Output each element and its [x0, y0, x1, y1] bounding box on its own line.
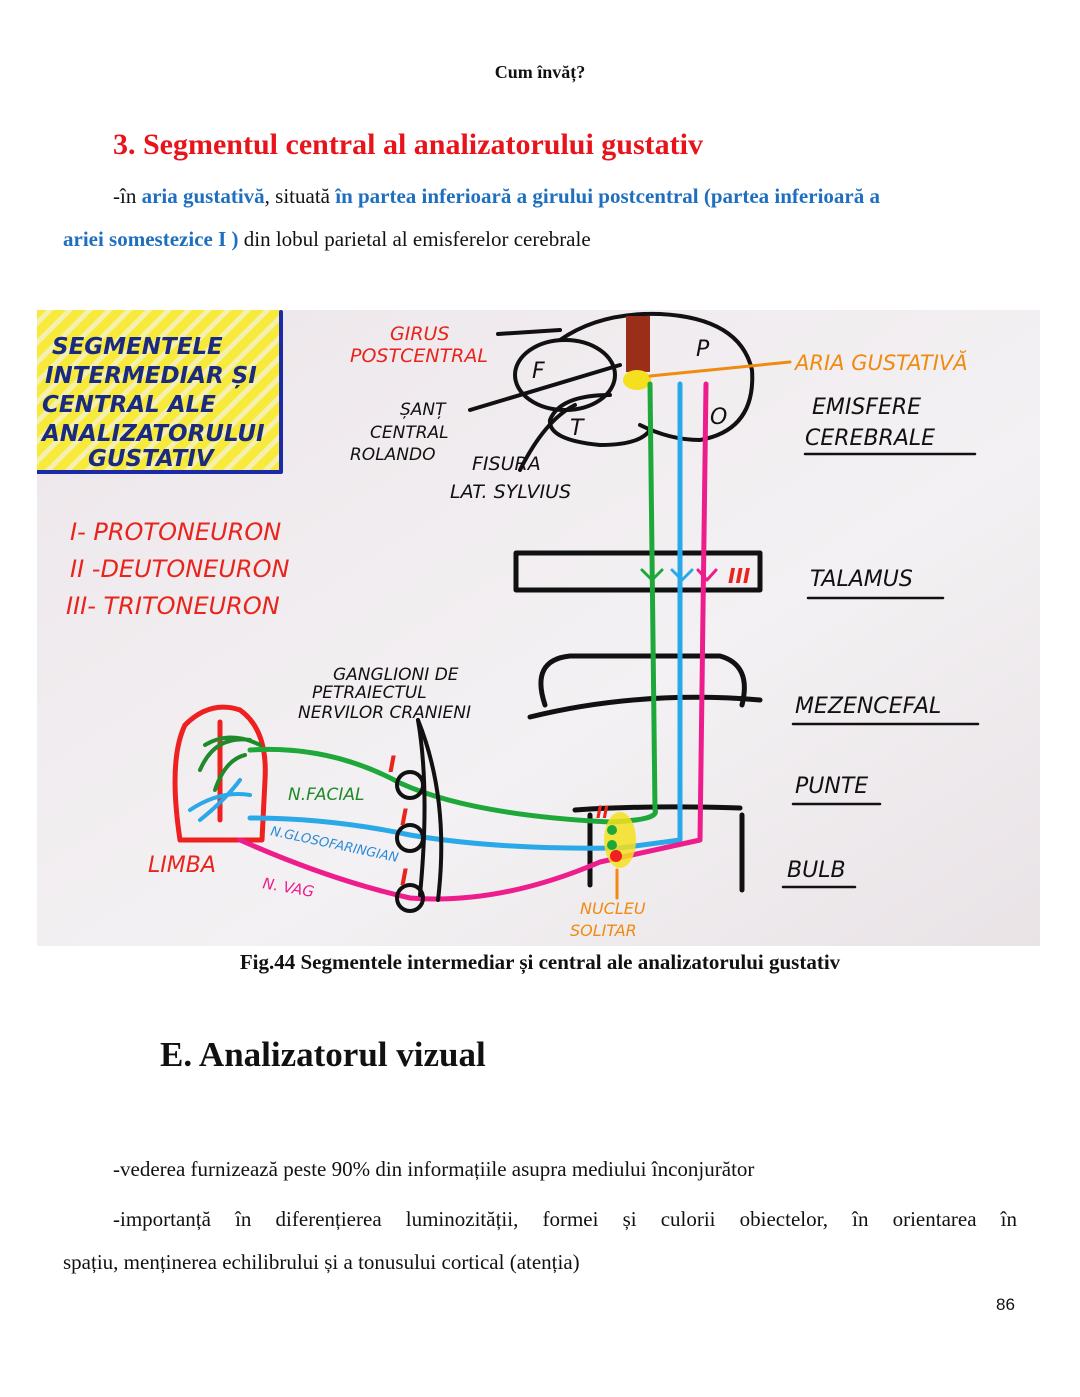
girus-label: POSTCENTRAL: [350, 345, 488, 367]
box-line: INTERMEDIAR ȘI: [45, 363, 257, 389]
lobe-t-label: T: [570, 416, 584, 441]
n-glosofaringian-label: N.GLOSOFARINGIAN: [269, 824, 400, 866]
girus-label: GIRUS: [390, 323, 450, 345]
paragraph-vision-1: -vederea furnizează peste 90% din informațiile asupra mediului înconjurător: [113, 1157, 755, 1181]
emisfere-label: EMISFERE: [812, 395, 922, 420]
nucleu-label: SOLITAR: [570, 921, 637, 940]
n-facial-label: N.FACIAL: [288, 785, 365, 805]
tritoneuron-mark: III: [728, 564, 751, 588]
bulb-label: BULB: [787, 858, 846, 883]
text: -în: [113, 184, 142, 208]
ganglioni-label: GANGLIONI DE: [333, 665, 459, 685]
ganglioni-label: NERVILOR CRANIENI: [298, 703, 471, 723]
nucleu-label: NUCLEU: [580, 899, 646, 918]
n-vag-label: N. VAG: [261, 874, 316, 901]
punte-label: PUNTE: [795, 774, 869, 799]
box-line: SEGMENTELE: [52, 334, 223, 360]
sant-label: CENTRAL: [370, 423, 449, 443]
highlight-term: aria gustativă: [141, 184, 265, 208]
section-heading: 3. Segmentul central al analizatorului gustativ: [113, 128, 703, 161]
section-heading-2: E. Analizatorul vizual: [160, 1035, 486, 1074]
talamus-label: TALAMUS: [810, 567, 913, 592]
fisura-label: LAT. SYLVIUS: [450, 481, 572, 503]
sant-label: ȘANȚ: [400, 400, 446, 420]
fisura-label: FISURA: [472, 453, 541, 475]
postcentral-gyrus-strip: [626, 316, 650, 372]
highlight-term: ariei somestezice I ): [63, 227, 239, 251]
sant-label: ROLANDO: [350, 445, 436, 465]
figure-caption: Fig.44 Segmentele intermediar și central ale analizatorului gustativ: [239, 950, 841, 974]
aria-gustativa-label: ARIA GUSTATIVĂ: [795, 351, 968, 375]
lobe-o-label: O: [710, 405, 728, 430]
lobe-f-label: F: [532, 359, 545, 384]
neuron-legend: [66, 518, 289, 620]
legend-protoneuron: I- PROTONEURON: [70, 518, 282, 546]
protoneuron-mark: I: [400, 806, 409, 831]
emisfere-label: CEREBRALE: [805, 426, 936, 451]
paragraph-line-2: [63, 218, 591, 261]
page-number: 86: [996, 1295, 1015, 1314]
taste-pathway-diagram: [37, 310, 1040, 946]
title-box: [37, 310, 281, 472]
protoneuron-mark: I: [388, 753, 397, 778]
mezencefal-label: MEZENCEFAL: [795, 694, 942, 719]
protoneuron-mark: I: [400, 866, 409, 891]
ganglioni-label: PETRAIECTUL: [312, 683, 427, 703]
legend-deutoneuron: II -DEUTONEURON: [70, 555, 290, 583]
lobe-p-label: P: [696, 337, 710, 362]
paragraph-vision-2a: -importanță în diferențierea luminozității, formei și culorii obiectelor, în orientarea în: [113, 1207, 1017, 1231]
paragraph-vision-2b: spațiu, menținerea echilibrului și a tonusului cortical (atenția): [63, 1250, 580, 1274]
gustatory-area-spot: [623, 370, 651, 390]
box-line: ANALIZATORULUI: [42, 421, 265, 447]
text: din lobul parietal al emisferelor cerebrale: [238, 227, 591, 251]
limba-label: LIMBA: [148, 853, 216, 878]
running-header: Cum învăț?: [494, 62, 586, 82]
deutoneuron-mark: II: [596, 803, 609, 823]
box-line: CENTRAL ALE: [42, 392, 216, 418]
text: , situată: [264, 184, 336, 208]
paragraph-line-1: [113, 175, 880, 218]
highlight-term: în partea inferioară a girului postcentral (partea inferioară a: [335, 184, 880, 208]
box-line: GUSTATIV: [88, 446, 214, 472]
legend-tritoneuron: III- TRITONEURON: [66, 592, 280, 620]
